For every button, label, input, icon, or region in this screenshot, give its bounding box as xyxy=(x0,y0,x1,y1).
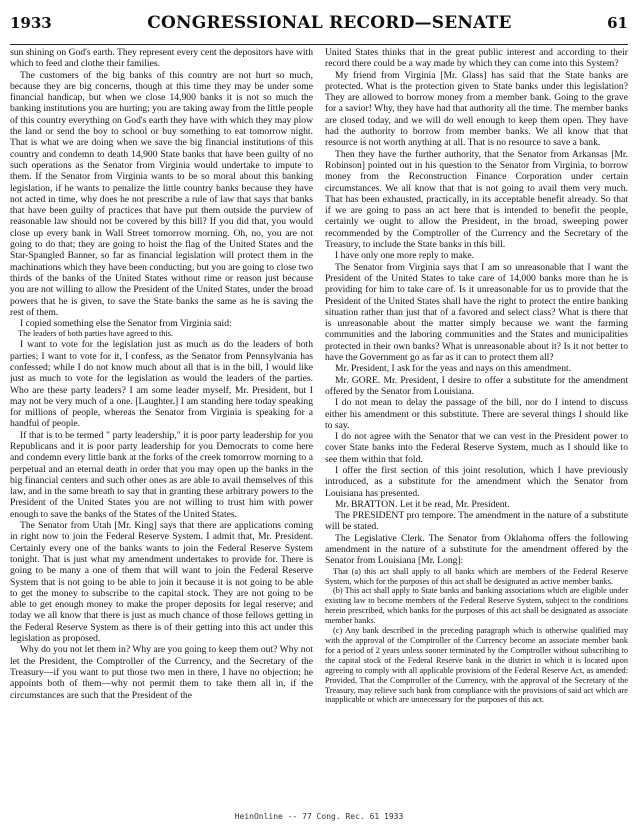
right-column-paragraph: (c) Any bank described in the preceding paragraph which is otherwise qualified may with the approval of the Comptroller of the Currency become an associate member bank for a period of 2 years unless sooner terminated by the Comptroller without subscribing to the capital stock of the Federal Reserve bank in the district in which it is located upon agreeing to comply with all applicable provisions of the Federal Reserve Act, as amended: Provided, That the Comptroller of the Currency, with the approval of the Secretary of the Treasury, may relieve such bank from compliance with the provisions of said act which are inapplicable or which are unnecessary for the purposes of this act. xyxy=(325,626,628,705)
text-columns xyxy=(10,47,628,807)
left-column-paragraph: If that is to be termed " party leadership," it is poor party leadership for you Republicans and it is poor party leadership for you Democrats to come here and condemn every little bank at the forks of the creek tomorrow morning to a perpetual and an eternal death in order that you may open up the banks in the big financial centers and such other ones as are able to avail themselves of this law, and in the same breath to say that in granting these arbitrary powers to the President of the United States you are not willing to trust him with power enough to save the banks of the States of the United States. xyxy=(10,429,313,520)
right-column-paragraph: Mr. President, I ask for the yeas and nays on this amendment. xyxy=(335,363,572,375)
right-column-paragraph: The PRESIDENT pro tempore. The amendment in the nature of a substitute will be stated. xyxy=(325,510,628,533)
right-column-paragraph: I do not mean to delay the passage of the bill, nor do I intend to discuss either his amendment or this substitute. There are several things I should like to say. xyxy=(325,397,628,431)
left-column-paragraph: The customers of the big banks of this country are not hurt so much, because they are big concerns, though at this time they may be under some financial handicap, but when we close 14,900 banks it is not so much the banking institutions you are hurting; you are taking away from the little people of this country everything on God's earth they have with which they may plow the land or send the boy to school or buy something to eat tomorrow night. That is what we are doing when we save the big financial institutions of this country and condemn to death 14,900 State banks that have been guilty of no such operations as the Senator from Virginia would undertake to impute to them. If the Senator from Virginia wants to be so moral about this banking legislation, if he wants to penalize the little country banks because they have not acted in time, why does he not prescribe a rule of law that says that banks that have been guilty of practices that have put them outside the purview of reasonable law should not be covered by this bill? If you did that, you would close up every bank in Wall Street tomorrow morning. Oh, no, you are not going to do that; they are going to hoist the flag of the United States and the Star-Spangled Banner, so far as financial legislation will protect them in the machinations which they have been conducting, but you are going to close two thirds of the banks of the United States without rime or reason just because you are not willing to allow the President of the United States, under the broad powers that he is given, to save the State banks the same as he is saving the rest of them. xyxy=(10,69,313,318)
right-column-paragraph: The Senator from Virginia says that I am so unreasonable that I want the President of the United States to take care of 14,000 banks more than he is providing for him to take care of. Is it unreasonable for us to provide that the President of the United States shall have the right to protect the entire banking situation rather than just that of a favored and select class? What is there that is unreasonable about the matter simply because we want the farming communities and the laboring communities and the States and municipalities protected in their own banks? What is unreasonable about it? Is it not better to have the Government go as far as it can to protect them all? xyxy=(325,261,628,364)
page-footer: HeinOnline -- 77 Cong. Rec. 61 1933 xyxy=(234,812,404,821)
right-column-paragraph: Mr. BRATTON. Let it be read, Mr. President. xyxy=(335,498,510,510)
page-header xyxy=(10,3,628,43)
header-title: CONGRESSIONAL RECORD—SENATE xyxy=(147,13,512,33)
right-column-paragraph: My friend from Virginia [Mr. Glass] has said that the State banks are protected. What is the protection given to State banks under this legislation? They are allowed to borrow money from a member bank. Going to the grave for a savior! Why, they have had that authority all the time. The member banks are closed today, and we will do well enough to keep them open. They have had the authority to borrow from member banks. We all know that that resource is not worth anything at all. That is no resource to save a bank. xyxy=(325,69,628,149)
left-column-paragraph: The Senator from Utah [Mr. King] says that there are applications coming in right now to join the Federal Reserve System. I admit that, Mr. President. Certainly every one of the banks wants to join the Federal Reserve System tonight. That is just what my amendment undertakes to provide for. There is going to be many a one of them that will want to join the Federal Reserve System that is not going to be able to join it because it is not going to be able to get the money to subscribe to the capital stock. They are not going to be able to get enough money to make the proper deposits for legal reserve; and today we all know that there is just as much chance of those fellows getting in the Federal Reserve System as there is of their getting into this act under this legislation as proposed. xyxy=(10,520,313,645)
left-column-paragraph: I want to vote for the legislation just as much as do the leaders of both parties; I want to vote for it, I confess, as the Senator from Pennsylvania has confessed; while I do not know much about all that is in the bill, I would like just as much to vote for the legislation as would the leaders of the parties. Who are these party leaders? I am some leader myself, Mr. President, but I may not be very much of a one. [Laughter.] I am standing here today speaking for millions of people, whereas the Senator from Virginia is speaking for a handful of people. xyxy=(10,339,313,430)
left-column xyxy=(10,47,313,807)
left-column-paragraph: The leaders of both parties have agreed to this. xyxy=(18,329,174,339)
left-column-paragraph: sun shining on God's earth. They represent every cent the depositors have with which to feed and clothe their families. xyxy=(10,47,313,70)
right-column-paragraph: The Legislative Clerk. The Senator from Oklahoma offers the following amendment in the nature of a substitute for the amendment offered by the Senator from Louisiana [Mr. Long]: xyxy=(325,532,628,567)
right-column-paragraph: I have only one more reply to make. xyxy=(335,250,475,262)
right-column-paragraph: Then they have the further authority, that the Senator from Arkansas [Mr. Robinson] pointed out in his question to the Senator from Virginia, to borrow money from the Reconstruction Finance Corporation under certain circumstances. We all know that that is not going to avail them very much. That has been exhausted, practically, in its acceptable benefit already. So that if we are going to pass an act here that is intended to benefit the people, certainly we ought to allow the President, in the broad, sweeping power recommended by the Comptroller of the Currency and the Secretary of the Treasury, to include the State banks in this bill. xyxy=(325,148,628,251)
right-column-paragraph: United States thinks that in the great public interest and according to their record there could be a way made by which they can come into this System? xyxy=(325,47,628,70)
header-rule xyxy=(10,44,628,45)
right-column xyxy=(325,47,628,807)
left-column-paragraph: Why do you not let them in? Why are you going to keep them out? Why not let the President, the Comptroller of the Currency, and the Secretary of the Treasury—if you want to put those two men in there, I have no objection; he appoints both of them—why not permit them to take them all in, if the circumstances are such that the President of the xyxy=(10,644,313,701)
right-column-paragraph: I do not agree with the Senator that we can vest in the President power to cover State banks into the Federal Reserve System, much as I should like to see them within that fold. xyxy=(325,431,628,465)
right-column-paragraph: Mr. GORE. Mr. President, I desire to offer a substitute for the amendment offered by the Senator from Louisiana. xyxy=(325,374,628,397)
header-page-number: 61 xyxy=(607,14,628,32)
header-year: 1933 xyxy=(10,14,52,32)
right-column-paragraph: (b) This act shall apply to State banks and banking associations which are eligible under existing law to become members of the Federal Reserve System, subject to the conditions herein prescribed, which banks for the purposes of this act shall be designated as associate member banks. xyxy=(325,586,628,626)
right-column-paragraph: That (a) this act shall apply to all banks which are members of the Federal Reserve System, which for the purposes of this act shall be designated as active member banks. xyxy=(325,566,628,586)
left-column-paragraph: I copied something else the Senator from Virginia said: xyxy=(20,318,232,330)
right-column-paragraph: I offer the first section of this joint resolution, which I have previously introduced, as a substitute for the amendment which the Senator from Louisiana has presented. xyxy=(325,464,628,499)
